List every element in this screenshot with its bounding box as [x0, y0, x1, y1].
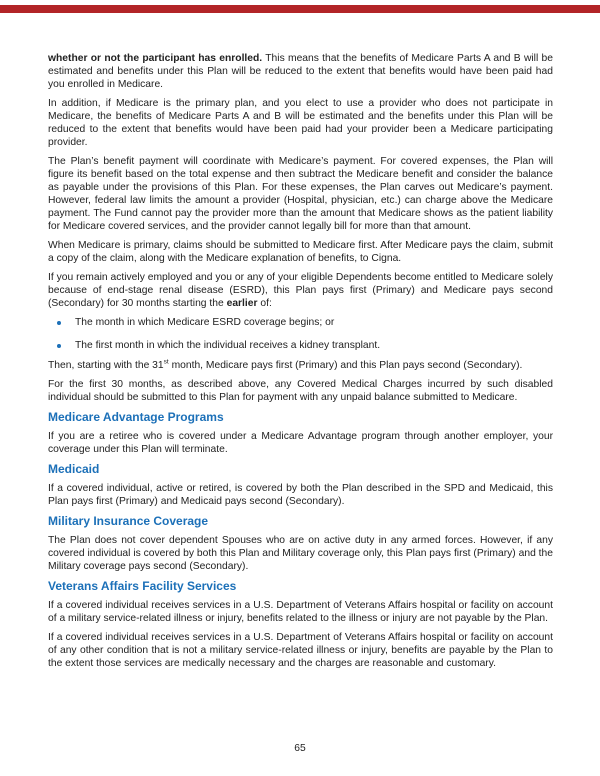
paragraph-31st-month-text: Then, starting with the 31 [48, 360, 164, 371]
section-heading-veterans-affairs: Veterans Affairs Facility Services [48, 579, 237, 593]
section-heading-medicare-advantage: Medicare Advantage Programs [48, 410, 224, 424]
paragraph-medicaid: If a covered individual, active or retired, is covered by both the Plan described in the SPD and Medicaid, this Plan pays first (Primary) and Medicaid pays second (Secondary). [48, 483, 553, 507]
paragraph-benefit-coordination: The Plan’s benefit payment will coordinate with Medicare’s payment. For covered expenses, the Plan will figure its benefit based on the total expense and then subtract the Medicare benefit and consider the balance as payable under the provisions of this Plan. For these expenses, the Plan carves out Medicare’s payment. However, federal law limits the amount a provider (Hospital, physician, etc.) can charge above the Medicare payment. The Fund cannot pay the provider more than the amount that Medicare shows as the patient liability for Medicare covered services, and the provider cannot legally bill for more than that amount. [48, 156, 553, 232]
paragraph-31st-month [48, 359, 553, 372]
paragraph-31st-month-tail: month, Medicare pays first (Primary) and this Plan pays second (Secondary). [171, 360, 523, 371]
top-accent-bar [0, 5, 600, 13]
paragraph-esrd [48, 271, 553, 310]
bullet-item-esrd-coverage [48, 316, 553, 329]
paragraph-enrollment-text: This means that the benefits of Medicare Parts A and B will be estimated and benefits under this Plan will be reduced to the extent that benefits would have been paid had you enrolled in Medicare. [48, 53, 553, 90]
paragraph-veterans-other-condition: If a covered individual receives services in a U.S. Department of Veterans Affairs hospital or facility on account of any other condition that is not a military service-related illness or injury, benefits are payable by the Plan to the extent those services are medically necessary and the charges are reasonable and customary. [48, 632, 553, 669]
paragraph-military-insurance: The Plan does not cover dependent Spouses who are on active duty in any armed forces. However, if any covered individual is covered by both this Plan and Military coverage only, this Plan pays first (Primary) and the Military coverage pays second (Secondary). [48, 535, 553, 572]
bullet-item-kidney-transplant [48, 339, 553, 352]
paragraph-first-30-months: For the first 30 months, as described above, any Covered Medical Charges incurred by such disabled individual should be submitted to this Plan for payment with any unpaid balance submitted to Medicare. [48, 379, 553, 403]
paragraph-nonparticipating-provider: In addition, if Medicare is the primary plan, and you elect to use a provider who does not participate in Medicare, the benefits of Medicare Parts A and B will be estimated and the benefits under this Plan will be reduced to the extent that benefits would have been paid had your provider been a Medicare participating provider. [48, 98, 553, 148]
paragraph-enrollment-bold-lead: whether or not the participant has enrolled. [48, 53, 263, 64]
superscript-st: st [163, 358, 169, 366]
section-heading-medicaid: Medicaid [48, 462, 100, 476]
page-content [48, 52, 553, 676]
bullet-item-text: The month in which Medicare ESRD coverage begins; or [75, 317, 335, 328]
paragraph-medicare-advantage: If you are a retiree who is covered under a Medicare Advantage program through another employer, your coverage under this Plan will terminate. [48, 431, 553, 455]
paragraph-claims-submission: When Medicare is primary, claims should be submitted to Medicare first. After Medicare pays the claim, submit a copy of the claim, along with the Medicare explanation of benefits, to Cigna. [48, 240, 553, 264]
paragraph-enrollment [48, 52, 553, 91]
section-heading-military-insurance: Military Insurance Coverage [48, 514, 209, 528]
bullet-list [48, 316, 553, 352]
bullet-icon [57, 344, 61, 348]
page-number: 65 [294, 743, 306, 754]
paragraph-veterans-service-related: If a covered individual receives services in a U.S. Department of Veterans Affairs hospital or facility on account of a military service-related illness or injury, benefits related to the illness or injury are not payable by the Plan. [48, 600, 553, 624]
bullet-item-text: The first month in which the individual receives a kidney transplant. [75, 340, 381, 351]
paragraph-esrd-text: If you remain actively employed and you or any of your eligible Dependents become entitled to Medicare solely because of end-stage renal disease (ESRD), this Plan pays first (Primary) and Medicare pays second (Secondary) for 30 months starting the [48, 272, 553, 309]
paragraph-esrd-bold-earlier: earlier [226, 298, 258, 309]
bullet-icon [57, 321, 61, 325]
paragraph-esrd-tail: of: [260, 298, 272, 309]
